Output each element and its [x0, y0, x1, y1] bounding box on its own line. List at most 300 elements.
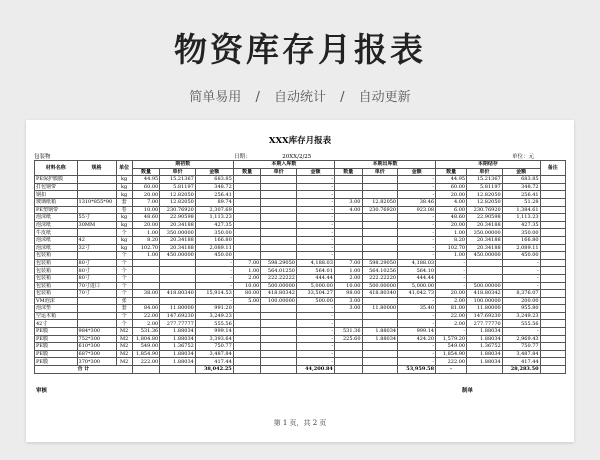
header-inbound: 本期入库数	[233, 161, 334, 169]
table-cell: 12.82050	[362, 198, 398, 206]
header-row-groups	[35, 161, 566, 169]
header-qty: 数量	[132, 168, 160, 176]
table-cell: 12.82050	[467, 191, 503, 199]
table-cell: 80.00	[233, 290, 261, 298]
table-cell: 个	[116, 312, 132, 320]
table-cell: -	[296, 183, 334, 191]
table-cell	[467, 267, 503, 275]
table-cell: 1.88034	[467, 358, 503, 366]
header-qty: 数量	[436, 168, 467, 176]
table-cell: 10.00	[233, 282, 261, 290]
table-cell: 60.00	[132, 183, 160, 191]
table-cell: 370*300	[77, 358, 116, 366]
table-cell: 4.00	[436, 198, 467, 206]
table-cell: 166.80	[502, 236, 540, 244]
banner-taglines	[0, 86, 600, 105]
table-cell: 348.72	[502, 183, 540, 191]
table-cell: 包装箱	[35, 274, 78, 282]
table-cell	[77, 206, 116, 214]
table-cell	[540, 252, 565, 260]
table-row	[35, 176, 566, 184]
table-cell	[233, 198, 261, 206]
table-cell	[540, 312, 565, 320]
table-cell: 81.00	[436, 305, 467, 313]
table-cell	[233, 312, 261, 320]
table-cell	[160, 366, 196, 374]
table-cell	[77, 183, 116, 191]
table-cell: 2,089.11	[502, 244, 540, 252]
table-cell: 泡沫纸	[35, 221, 78, 229]
table-cell: 80寸	[77, 259, 116, 267]
table-cell: 444.44	[398, 274, 436, 282]
page-number: 第 1 页，共 2 页	[273, 419, 327, 427]
table-cell	[334, 320, 362, 328]
table-cell	[334, 214, 362, 222]
table-cell	[540, 176, 565, 184]
table-cell: 5.00	[233, 297, 261, 305]
table-cell	[540, 236, 565, 244]
table-row	[35, 320, 566, 328]
table-cell: 418.80342	[261, 290, 297, 298]
table-row	[35, 252, 566, 260]
table-cell	[77, 305, 116, 313]
table-cell	[362, 229, 398, 237]
table-cell: 10.00	[334, 282, 362, 290]
table-cell	[334, 221, 362, 229]
table-cell: 687*300	[77, 350, 116, 358]
table-cell	[334, 358, 362, 366]
table-cell	[233, 366, 261, 374]
table-cell: 350.00	[502, 229, 540, 237]
table-cell: 256.41	[195, 191, 233, 199]
table-cell: -	[436, 328, 467, 336]
table-cell: 1.00	[334, 267, 362, 275]
table-cell	[540, 290, 565, 298]
document-title: XXX库存月报表	[268, 136, 332, 146]
table-cell	[334, 236, 362, 244]
table-row	[35, 305, 566, 313]
table-cell: 玻璃纸箱	[35, 198, 78, 206]
table-cell	[77, 320, 116, 328]
table-cell: 5,000.00	[398, 282, 436, 290]
table-cell: 1310*855*90	[77, 198, 116, 206]
table-cell: 1.00	[132, 252, 160, 260]
table-cell: 个	[116, 252, 132, 260]
table-cell: 1.88034	[160, 358, 196, 366]
table-cell: M2	[116, 358, 132, 366]
table-cell	[362, 236, 398, 244]
table-cell	[362, 191, 398, 199]
table-row	[35, 267, 566, 275]
table-cell: 564.10256	[362, 267, 398, 275]
table-cell: 20.34188	[160, 244, 196, 252]
header-price: 单价	[467, 168, 503, 176]
table-cell: 70寸进口	[77, 282, 116, 290]
table-cell	[261, 358, 297, 366]
table-cell: -	[296, 229, 334, 237]
table-cell	[233, 191, 261, 199]
table-cell: 417.44	[502, 358, 540, 366]
table-cell: 55寸	[77, 214, 116, 222]
table-cell: 102.70	[436, 244, 467, 252]
table-cell	[540, 350, 565, 358]
table-cell: 1.00	[132, 229, 160, 237]
table-cell: 包装箱	[35, 259, 78, 267]
table-cell: 6.00	[436, 206, 467, 214]
maker-label: 制单	[462, 388, 474, 394]
table-cell	[334, 244, 362, 252]
table-cell	[261, 244, 297, 252]
total-inbound-amount: 44,200.84	[296, 366, 334, 374]
table-cell: 3,487.84	[502, 350, 540, 358]
table-cell	[261, 198, 297, 206]
header-unit: 单位	[116, 161, 132, 176]
table-cell: 1.00	[233, 267, 261, 275]
table-cell	[160, 282, 196, 290]
table-cell: 20.00	[132, 191, 160, 199]
table-cell	[233, 229, 261, 237]
table-cell: 500.00000	[467, 282, 503, 290]
table-cell: 70寸	[77, 290, 116, 298]
table-cell	[132, 297, 160, 305]
table-cell	[233, 343, 261, 351]
table-cell: 98.00	[334, 290, 362, 298]
table-cell: -	[398, 358, 436, 366]
table-cell	[540, 198, 565, 206]
table-cell: 5.81197	[160, 183, 196, 191]
table-cell: 个	[116, 282, 132, 290]
header-amount: 金额	[502, 168, 540, 176]
table-cell: 418.80342	[467, 290, 503, 298]
table-cell: 1,804.80	[132, 335, 160, 343]
table-cell	[233, 236, 261, 244]
table-cell: PE膜	[35, 343, 78, 351]
table-cell: M2	[116, 343, 132, 351]
header-opening: 期初数	[132, 161, 233, 169]
table-cell	[261, 320, 297, 328]
table-cell	[233, 350, 261, 358]
review-label: 审核	[36, 388, 48, 394]
table-cell	[233, 252, 261, 260]
table-cell	[334, 183, 362, 191]
company-label: 包装物	[34, 154, 51, 160]
table-cell	[362, 221, 398, 229]
table-cell: -	[296, 305, 334, 313]
table-cell: 3.00	[334, 297, 362, 305]
table-cell: 1,113.23	[502, 214, 540, 222]
table-cell	[132, 282, 160, 290]
table-cell	[467, 259, 503, 267]
table-cell: 22.90598	[160, 214, 196, 222]
table-cell	[540, 335, 565, 343]
table-cell: -	[398, 214, 436, 222]
table-cell: 套	[116, 198, 132, 206]
table-cell: -	[398, 191, 436, 199]
table-cell: 20.00	[436, 191, 467, 199]
tagline-auto-update: 自动更新	[358, 90, 411, 105]
table-cell: 12.82050	[160, 191, 196, 199]
table-cell	[540, 274, 565, 282]
table-cell	[261, 221, 297, 229]
table-cell: 1.88034	[467, 350, 503, 358]
table-cell	[362, 297, 398, 305]
table-cell: 230.76920	[467, 206, 503, 214]
table-cell	[77, 312, 116, 320]
table-cell: 531.36	[132, 328, 160, 336]
table-cell: -	[436, 267, 467, 275]
table-cell: 48.60	[132, 214, 160, 222]
table-row	[35, 335, 566, 343]
table-cell	[540, 320, 565, 328]
table-cell: 20.00	[436, 290, 467, 298]
table-cell: 222.22222	[261, 274, 297, 282]
table-cell: 955.80	[502, 305, 540, 313]
table-cell: -	[502, 267, 540, 275]
table-cell: M2	[116, 350, 132, 358]
table-cell: 564.01250	[261, 267, 297, 275]
table-cell: -	[436, 282, 467, 290]
table-cell: -	[398, 350, 436, 358]
table-cell	[362, 252, 398, 260]
table-row	[35, 214, 566, 222]
table-cell: 包装箱	[35, 252, 78, 260]
table-cell: 500.00000	[362, 282, 398, 290]
table-cell: -	[195, 259, 233, 267]
table-cell: 包装箱	[35, 267, 78, 275]
table-cell: 8,376.07	[502, 290, 540, 298]
table-cell	[362, 320, 398, 328]
table-cell: 350.00000	[467, 229, 503, 237]
table-cell: kg	[116, 244, 132, 252]
table-cell: 35.40	[398, 305, 436, 313]
header-outbound: 本期出库数	[334, 161, 435, 169]
table-row	[35, 206, 566, 214]
table-row	[35, 297, 566, 305]
table-cell: 991.20	[195, 305, 233, 313]
table-cell: 555.56	[502, 320, 540, 328]
table-row	[35, 198, 566, 206]
table-cell: M2	[116, 335, 132, 343]
table-cell	[540, 229, 565, 237]
total-outbound-amount: 53,959.58	[398, 366, 436, 374]
table-cell: 44.95	[436, 176, 467, 184]
table-cell: 683.85	[502, 176, 540, 184]
inventory-table	[34, 160, 566, 374]
table-cell	[132, 267, 160, 275]
table-cell: 20.34188	[160, 236, 196, 244]
table-cell	[362, 366, 398, 374]
table-cell	[233, 183, 261, 191]
table-cell	[540, 267, 565, 275]
table-cell: -	[398, 320, 436, 328]
table-cell	[334, 191, 362, 199]
header-closing: 本期结存	[436, 161, 541, 169]
table-cell	[261, 191, 297, 199]
table-cell: 531.36	[334, 328, 362, 336]
table-cell: 个	[116, 320, 132, 328]
table-cell: kg	[116, 236, 132, 244]
table-cell: 8.20	[436, 236, 467, 244]
table-cell: 999.14	[398, 328, 436, 336]
table-cell: 166.80	[195, 236, 233, 244]
table-cell: 个	[116, 229, 132, 237]
table-cell: 564.01	[296, 267, 334, 275]
table-row	[35, 221, 566, 229]
table-cell: -	[398, 244, 436, 252]
table-cell: -	[296, 214, 334, 222]
table-cell: 84.00	[132, 305, 160, 313]
table-cell: 598.29050	[261, 259, 297, 267]
table-cell: 牛皮纸	[35, 229, 78, 237]
table-cell: 4.00	[334, 206, 362, 214]
table-cell: -	[296, 343, 334, 351]
table-cell: 752*300	[77, 335, 116, 343]
table-row	[35, 191, 566, 199]
table-cell: 2,307.69	[195, 206, 233, 214]
table-cell	[334, 312, 362, 320]
header-amount: 金额	[195, 168, 233, 176]
table-cell	[160, 274, 196, 282]
table-cell: 7.00	[132, 198, 160, 206]
table-cell: 4,188.03	[398, 259, 436, 267]
table-cell: 450.00000	[467, 252, 503, 260]
tagline-separator: /	[340, 90, 345, 105]
table-cell: 80寸	[77, 267, 116, 275]
table-cell	[261, 206, 297, 214]
table-cell: 1.36752	[467, 343, 503, 351]
table-cell: 147.69230	[160, 312, 196, 320]
table-cell	[540, 183, 565, 191]
table-cell: 418.80340	[160, 290, 196, 298]
table-cell	[233, 214, 261, 222]
table-cell: 427.35	[195, 221, 233, 229]
table-cell: -	[296, 206, 334, 214]
table-cell: 277.77770	[467, 320, 503, 328]
table-cell: 549.00	[132, 343, 160, 351]
table-cell: 1.36752	[160, 343, 196, 351]
table-cell: 15,914.53	[195, 290, 233, 298]
table-cell: -	[296, 221, 334, 229]
table-cell: 个	[116, 267, 132, 275]
table-cell: 11.80000	[362, 305, 398, 313]
table-cell: 222.00	[436, 358, 467, 366]
table-cell	[261, 312, 297, 320]
table-row	[35, 312, 566, 320]
table-cell: 350.00000	[160, 229, 196, 237]
table-cell: 2.00	[436, 297, 467, 305]
table-cell: 44.95	[132, 176, 160, 184]
table-row	[35, 259, 566, 267]
table-cell: 1,854.90	[132, 350, 160, 358]
table-cell: 3,393.64	[195, 335, 233, 343]
table-cell: 3,487.84	[195, 350, 233, 358]
table-cell	[540, 305, 565, 313]
table-cell: 22.00	[132, 312, 160, 320]
table-cell: kg	[116, 176, 132, 184]
table-cell	[160, 297, 196, 305]
table-cell: 48.60	[436, 214, 467, 222]
table-cell: -	[195, 274, 233, 282]
table-cell: 3,249.23	[195, 312, 233, 320]
table-cell: -	[195, 297, 233, 305]
table-cell: 32寸	[77, 244, 116, 252]
table-cell: 222.22220	[362, 274, 398, 282]
header-name: 材料名称	[35, 161, 78, 176]
table-cell	[540, 297, 565, 305]
table-cell: VM泡沫	[35, 297, 78, 305]
table-cell: 1.88034	[467, 328, 503, 336]
table-cell: -	[398, 183, 436, 191]
table-cell: 102.70	[132, 244, 160, 252]
table-cell	[362, 214, 398, 222]
table-cell: 1.88034	[160, 335, 196, 343]
table-cell: 1.88034	[362, 328, 398, 336]
table-cell: 个	[116, 274, 132, 282]
table-row	[35, 274, 566, 282]
table-cell	[540, 206, 565, 214]
table-cell: 500.00000	[261, 282, 297, 290]
table-cell	[77, 229, 116, 237]
table-cell: 5.81197	[467, 183, 503, 191]
table-cell: 2.00	[436, 320, 467, 328]
table-cell: -	[296, 358, 334, 366]
table-cell: 2,969.43	[502, 335, 540, 343]
table-cell: 22.00	[436, 312, 467, 320]
table-cell: 923.08	[398, 206, 436, 214]
table-cell	[160, 259, 196, 267]
table-cell: 610*300	[77, 343, 116, 351]
table-cell: 20.34188	[467, 221, 503, 229]
table-cell: -	[398, 312, 436, 320]
table-cell: 3.00	[334, 198, 362, 206]
table-cell: -	[296, 328, 334, 336]
table-cell: 41,042.73	[398, 290, 436, 298]
table-cell	[233, 358, 261, 366]
table-cell: 1.88034	[362, 335, 398, 343]
table-cell: 683.85	[195, 176, 233, 184]
table-cell: 555.56	[195, 320, 233, 328]
table-cell: 230.76920	[160, 206, 196, 214]
table-cell: 38.46	[398, 198, 436, 206]
table-cell	[261, 236, 297, 244]
table-cell: -	[398, 229, 436, 237]
table-cell: 1.88034	[160, 328, 196, 336]
header-qty: 数量	[334, 168, 362, 176]
table-cell	[261, 252, 297, 260]
table-cell: -	[502, 259, 540, 267]
table-cell: 277.77777	[160, 320, 196, 328]
table-cell: 564.10	[398, 267, 436, 275]
header-price: 单价	[160, 168, 196, 176]
table-cell: 80寸	[77, 274, 116, 282]
table-cell: 泡沫纸	[35, 214, 78, 222]
table-cell: 22.90598	[467, 214, 503, 222]
table-cell: -	[398, 343, 436, 351]
table-cell: 1,384.61	[502, 206, 540, 214]
table-cell: 包装箱	[35, 282, 78, 290]
header-remark: 备注	[540, 161, 565, 176]
table-cell	[334, 343, 362, 351]
table-cell: 549.00	[436, 343, 467, 351]
table-row	[35, 350, 566, 358]
tagline-auto-stat: 自动统计	[273, 90, 326, 105]
table-cell: 2.00	[132, 320, 160, 328]
table-cell: kg	[116, 221, 132, 229]
table-cell	[540, 244, 565, 252]
table-cell	[233, 244, 261, 252]
table-cell: 42	[77, 236, 116, 244]
table-cell: 225.60	[334, 335, 362, 343]
